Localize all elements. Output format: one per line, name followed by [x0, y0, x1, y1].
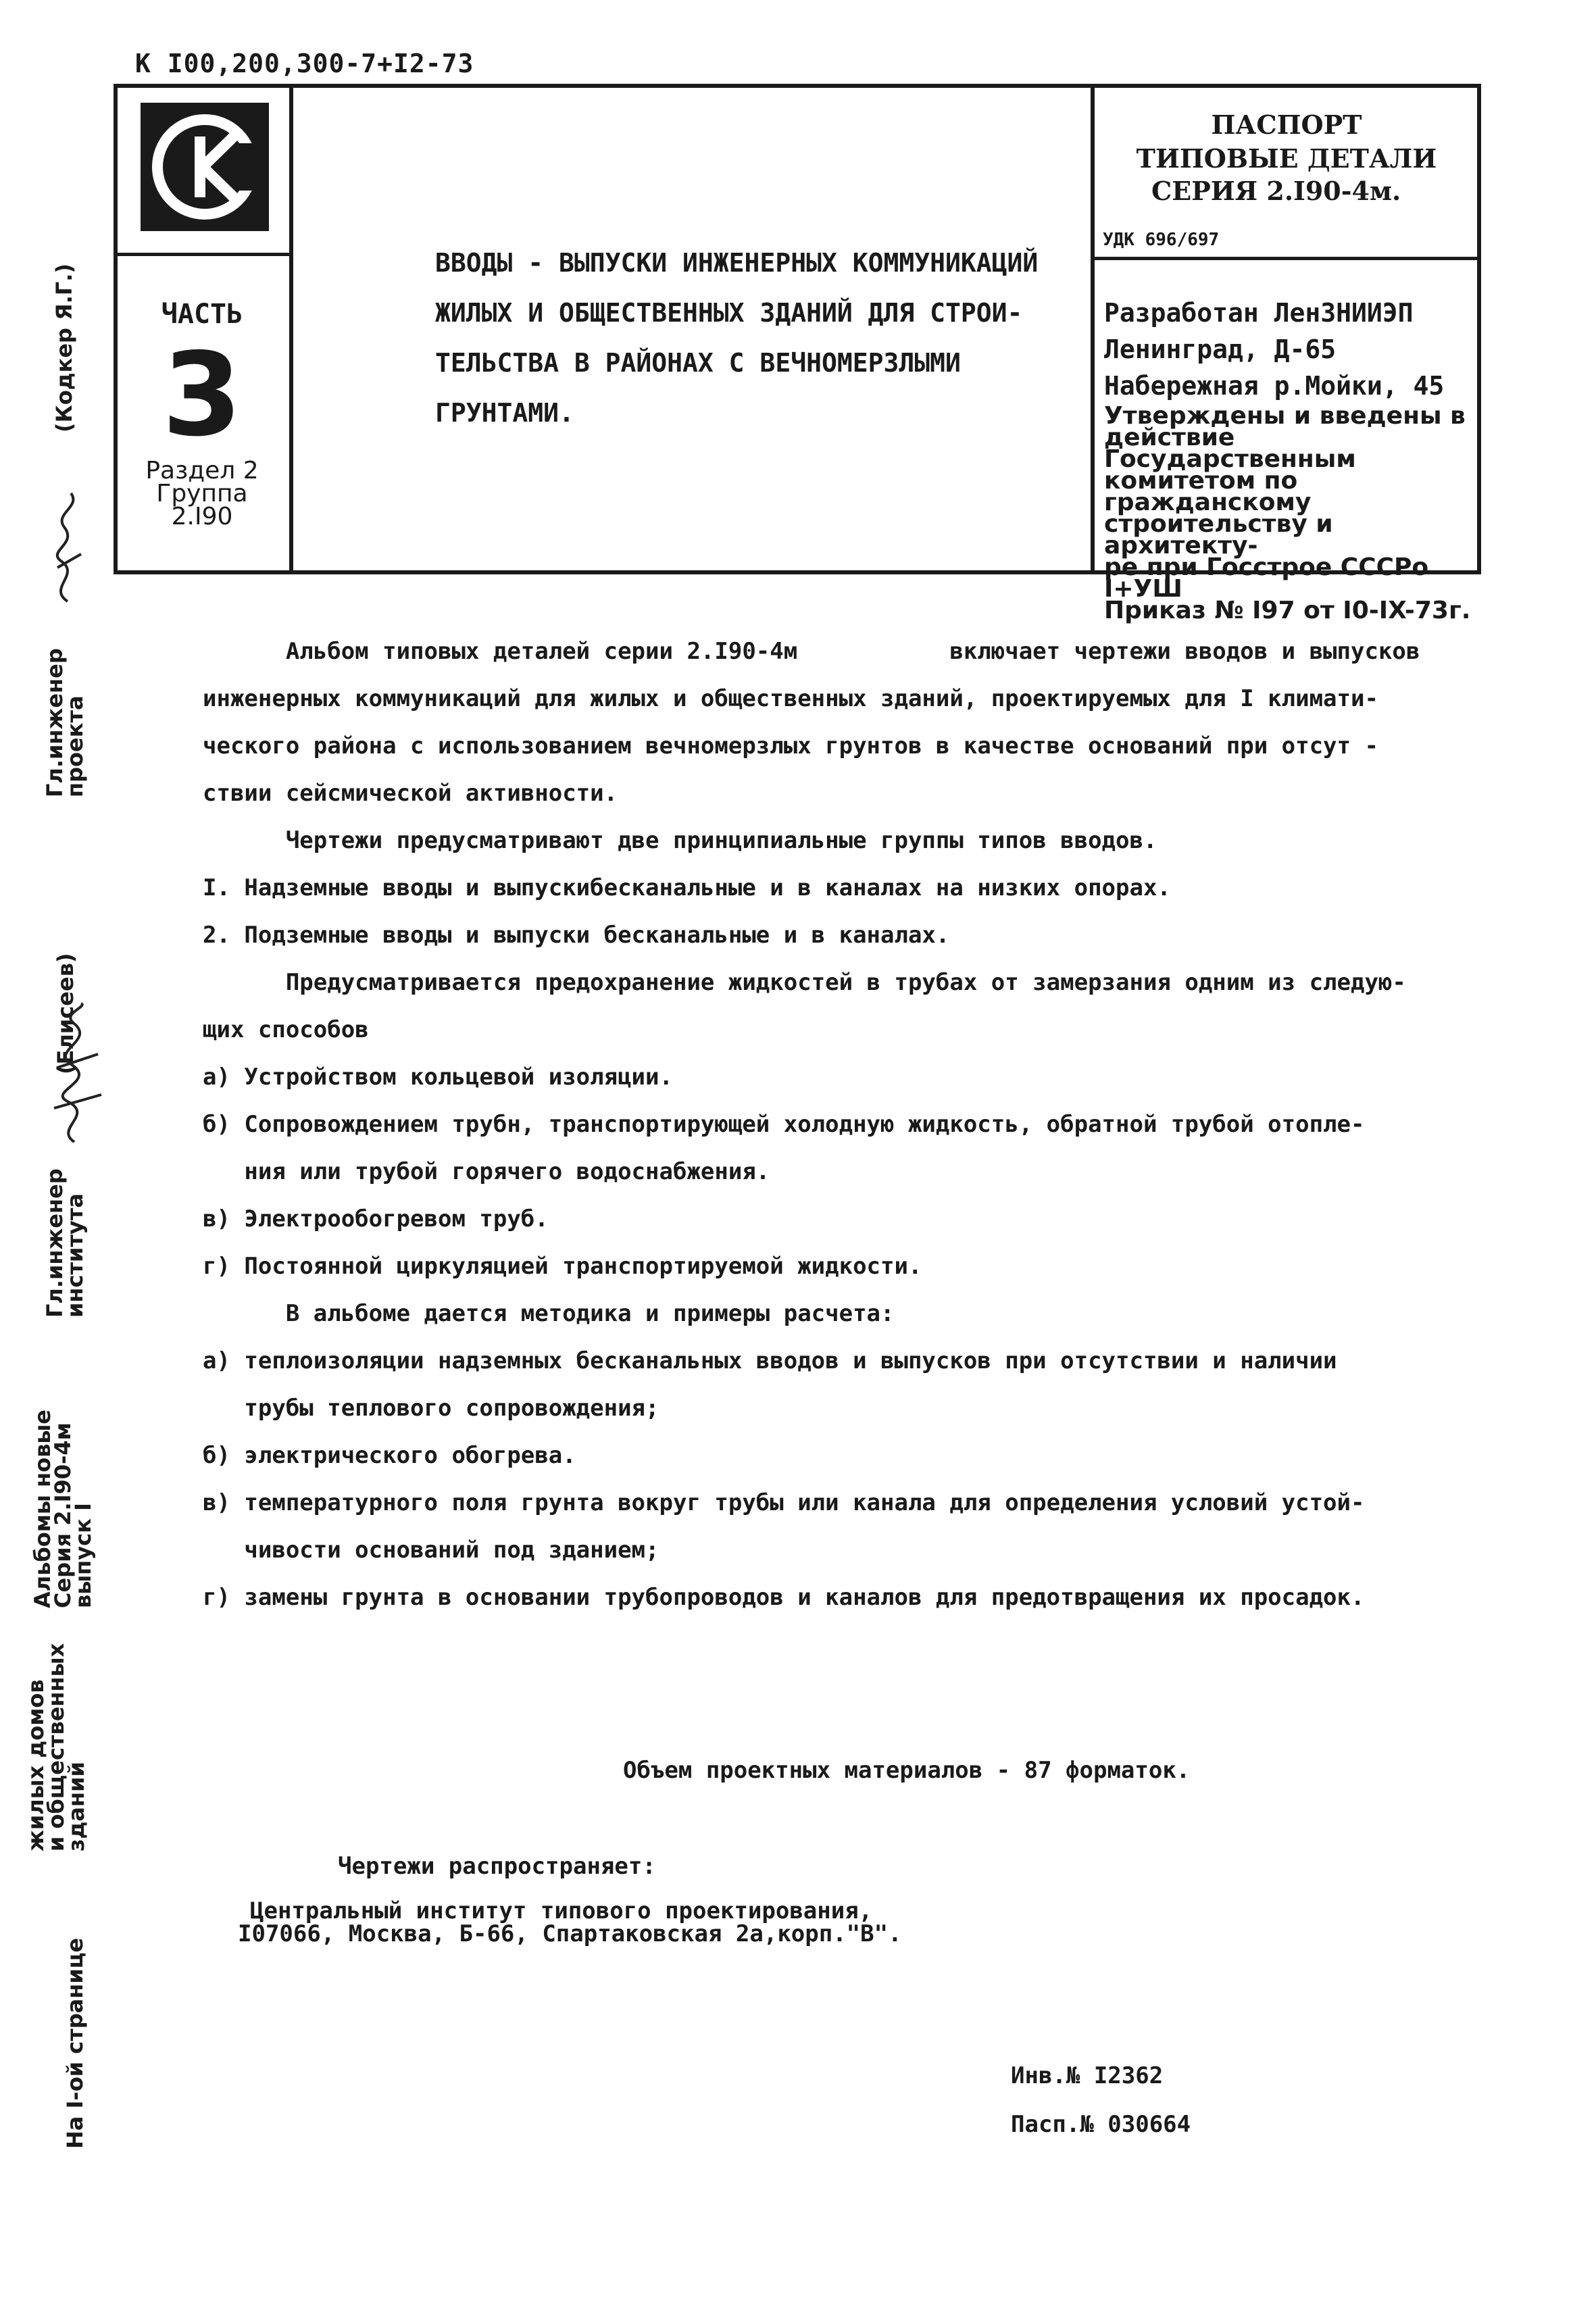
group-line: Группа — [156, 480, 248, 507]
ck-logo — [141, 103, 269, 231]
typical-details-label: ТИПОВЫЕ ДЕТАЛИ — [1136, 143, 1437, 174]
divider-logo — [118, 253, 289, 256]
title-block — [114, 84, 1481, 624]
part-number: 3 — [161, 328, 243, 462]
body-line: ствии сейсмической активности. — [203, 780, 618, 807]
body-line: Альбом типовых деталей серии 2.I90-4м включает чертежи вводов и выпусков — [203, 638, 1420, 665]
body-line: а) Устройством кольцевой изоляции. — [203, 1064, 673, 1091]
body-line: г) замены грунта в основании трубопроводов и каналов для предотвращения их просадок. — [203, 1584, 1365, 1611]
body-line: ческого района с использованием вечномерзлых грунтов в качестве оснований при отсут - — [203, 732, 1378, 760]
margin-author-1: (Кодкер Я.Г.) — [51, 263, 77, 432]
distributor-address: I07066, Москва, Б-66, Спартаковская 2а,корп."В". — [238, 1920, 902, 1947]
margin-role-1: Гл.инженер проекта — [42, 648, 88, 797]
ck-logo-icon — [141, 103, 269, 231]
body-line: в) Электрообогревом труб. — [203, 1205, 549, 1233]
distributor-name: Центральный институт типового проектирования, — [250, 1897, 873, 1924]
margin-series-note: Альбомы новые Серия 2.I90-4м выпуск I — [30, 1410, 96, 1608]
udk-code: УДК 696/697 — [1103, 230, 1220, 250]
document-title: ВВОДЫ - ВЫПУСКИ ИНЖЕНЕРНЫХ КОММУНИКАЦИЙ ЖИЛЫХ И ОБЩЕСТВЕННЫХ ЗДАНИЙ ДЛЯ СТРОИ- ТЕЛЬСТВА В РАЙОНАХ С ВЕЧНОМЕРЗЛЫМИ ГРУНТАМИ. — [435, 248, 1039, 428]
body-line: а) теплоизоляции надземных бесканальных вводов и выпусков при отсутствии и наличии — [203, 1347, 1337, 1374]
section-line: Раздел 2 — [145, 457, 259, 484]
body-line: г) Постоянной циркуляцией транспортируемой жидкости. — [203, 1253, 922, 1280]
inventory-number: Инв.№ I2362 — [1011, 2062, 1164, 2089]
margin-role-2: Гл.инженер института — [42, 1168, 88, 1318]
body-line: инженерных коммуникаций для жилых и общественных зданий, проектируемых для I климати- — [203, 685, 1378, 712]
signature-2-icon — [41, 1000, 108, 1149]
body-line: Предусматривается предохранение жидкостей в трубах от замерзания одним из следую- — [203, 969, 1406, 996]
body-line: ния или трубой горячего водоснабжения. — [203, 1158, 770, 1185]
section-info — [118, 459, 286, 528]
developer-info: Разработан ЛенЗНИИЭП Ленинград, Д-65 Набережная р.Мойки, 45 — [1104, 298, 1445, 401]
volume-note: Объем проектных материалов - 87 форматок. — [623, 1757, 1191, 1784]
signature-1-icon — [41, 487, 95, 608]
distributor-label: Чертежи распространяет: — [338, 1853, 656, 1880]
part-label: ЧАСТЬ — [161, 299, 243, 330]
margin-buildings-note: жилых домов и общественных зданий — [23, 1643, 89, 1851]
passport-label: ПАСПОРТ — [1211, 109, 1362, 140]
body-line: щих способов — [203, 1016, 369, 1043]
body-line: трубы теплового сопровождения; — [203, 1395, 659, 1422]
body-line: б) электрического обогрева. — [203, 1442, 576, 1469]
body-line: в) температурного поля грунта вокруг трубы или канала для определения условий устой- — [203, 1489, 1365, 1516]
series-label: СЕРИЯ 2.I90-4м. — [1151, 176, 1401, 206]
body-line: В альбоме дается методика и примеры расчета: — [203, 1300, 895, 1327]
margin-page-note: На I-ой странице — [62, 1937, 88, 2149]
body-line: Чертежи предусматривают две принципиальные группы типов вводов. — [203, 827, 1157, 854]
document-code: К I00,200,300-7+I2-73 — [135, 49, 474, 78]
passport-number: Пасп.№ 030664 — [1011, 2111, 1191, 2138]
divider-left — [289, 88, 293, 570]
body-line: б) Сопровождением трубн, транспортирующей холодную жидкость, обратной трубой отопле- — [203, 1111, 1365, 1138]
approval-info: Утверждены и введены в действие Государственным комитетом по гражданскому строительству и архитекту- ре при Госстрое СССРо I+УШ Приказ № I97 от I0-IX-73г. — [1104, 402, 1471, 624]
body-line: I. Надземные вводы и выпускибесканальные и в каналах на низких опорах. — [203, 874, 1171, 901]
group-number: 2.I90 — [171, 503, 233, 530]
passport-heading — [1097, 108, 1476, 176]
margin-author-2: (Елисеев) — [53, 953, 78, 1074]
body-line: чивости оснований под зданием; — [203, 1537, 659, 1564]
body-line: 2. Подземные вводы и выпуски бесканальные и в каналах. — [203, 922, 950, 949]
